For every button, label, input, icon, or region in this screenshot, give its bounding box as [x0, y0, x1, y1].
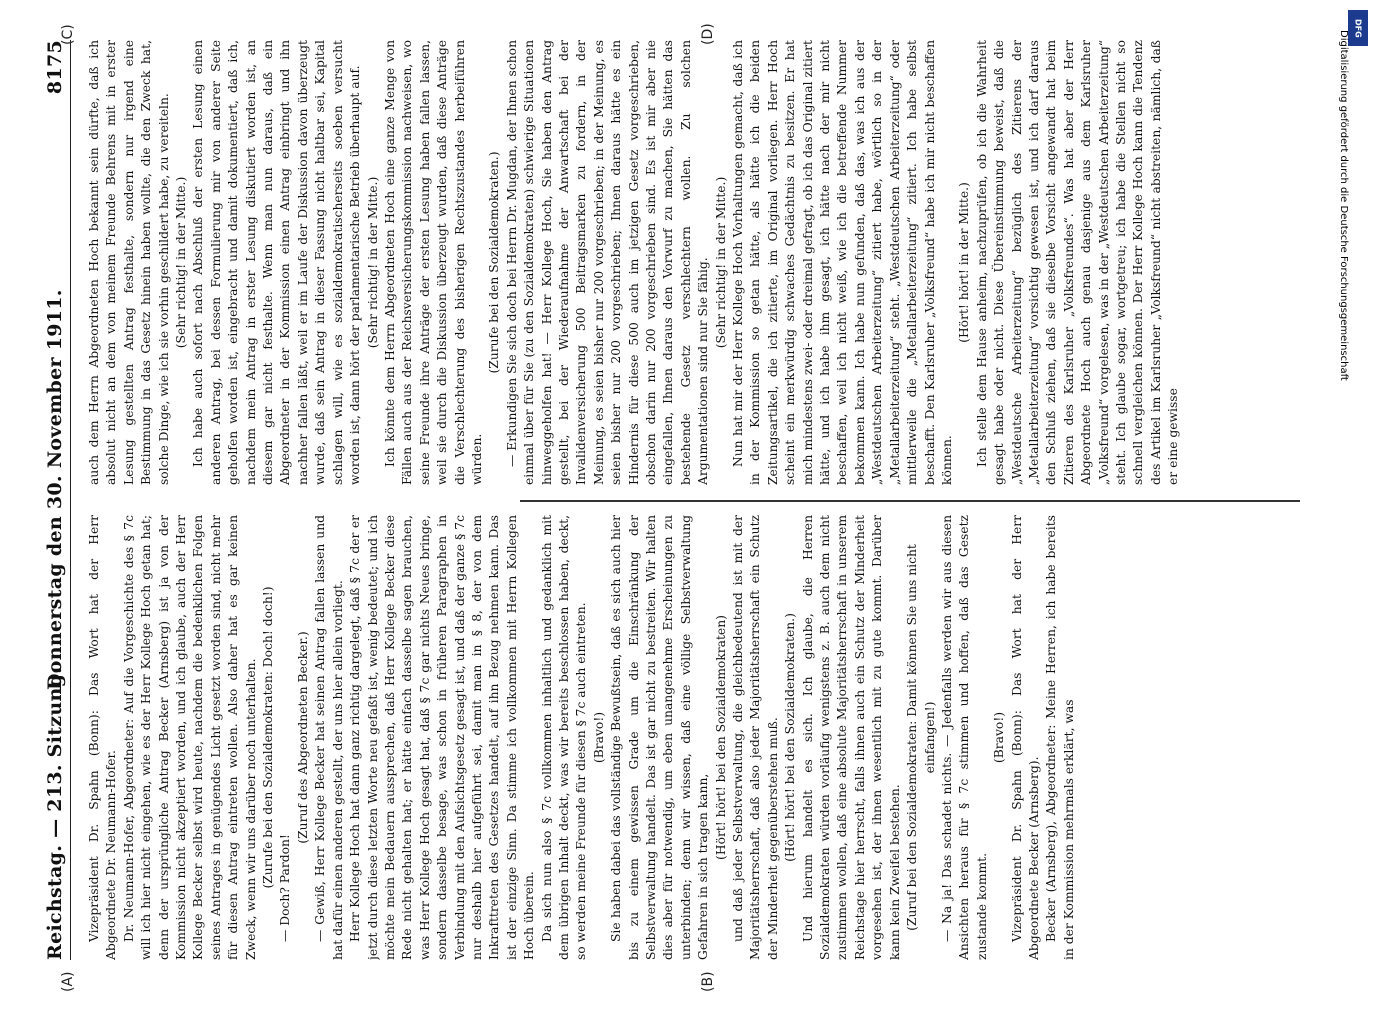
interjection: (Sehr richtig! in der Mitte.) [713, 176, 728, 349]
margin-marker-c: (C) [60, 24, 76, 45]
page-number: 8175 [44, 40, 66, 95]
interjection: (Zuruf bei den Sozialdemokraten: Damit können Sie uns nicht einfangen!) [905, 544, 937, 931]
left-column [86, 515, 1316, 960]
digitization-credit [1338, 10, 1373, 990]
paragraph: Vizepräsident Dr. Spahn (Bonn): Das Wort hat der Herr Abgeordnete Becker (Arnsberg). [1009, 515, 1041, 960]
column-divider [520, 500, 1300, 502]
credit-text: Digitalisierung gefördert durch die Deutsche Forschungsgemeinschaft [1338, 30, 1349, 381]
interjection: (Zurufe bei den Sozialdemokraten: Doch! doch!) [261, 586, 276, 889]
paragraph: Vizepräsident Dr. Spahn (Bonn): Das Wort hat der Herr Abgeordnete Dr. Neumann-Hofer. [87, 515, 119, 960]
paragraph: Dr. Neumann-Hofer, Abgeordneter: Auf die Vorgeschichte des § 7c will ich hier nicht eingehen, wie es der Herr Kollege Hoch getan hat; denn der ursprüngliche Antrag Becker (Arnsberg) ist ja von der Kommission nicht akzeptiert worden, und ich glaube, auch der Herr Kollege Becker selbst wird heute, nachdem die bedenklichen Folgen seines Antrages in genügendes Licht gesetzt worden sind, nicht mehr für diesen Antrag eintreten wollen. Also daher hat es gar keinen Zweck, wenn wir uns darüber noch unterhalten. [121, 515, 258, 960]
paragraph: — Doch? Pardon! [278, 834, 293, 942]
paragraph: Ich könnte dem Herrn Abgeordneten Hoch eine ganze Menge von Fällen auch aus der Reichsversicherungskommission nachweisen, wo seine Freunde ihre Anträge der ersten Lesung haben fallen lassen, weil sie durch die Diskussion überzeugt wurden, daß diese Anträge die Verschlechterung des bisherigen Rechtszustandes herbeiführen würden. [382, 40, 484, 485]
paragraph: und daß jeder Selbstverwaltung, die gleichbedeutend ist mit der Majoritätsherrschaft, daß also jeder Majoritätsherrschaft ein Schutz der Minderheit gegenüberstehen muß. [731, 515, 780, 960]
paragraph: auch dem Herrn Abgeordneten Hoch bekannt sein dürfte, daß ich absolut nicht an dem von meinem Freunde Behrens mit in erster Lesung gestellten Antrag festhalte, sondern nur irgend eine Bestimmung in das Gesetz hinein haben wollte, die den Zweck hat, solche Dinge, wie ich sie vorhin geschildert habe, zu vereiteln. [87, 40, 171, 485]
margin-marker-a: (A) [60, 971, 76, 992]
paragraph: Ich habe auch sofort nach Abschluß der ersten Lesung einen anderen Antrag, bei dessen Formulierung mir von anderer Seite geholfen worden ist, eingebracht und damit dokumentiert, daß ich, nachdem mein Antrag in erster Lesung diskutiert worden ist, an diesem gar nicht festhalte. Wenn man nun daraus, daß ein Abgeordneter in der Kommission einen Antrag einbringt und ihn nachher fallen läßt, weil er im Laufe der Diskussion davon überzeugt wurde, daß sein Antrag in dieser Fassung nicht haltbar sei, Kapital schlagen will, wie es sozialdemokratischerseits soeben versucht worden ist, dann hört der parlamentarische Betrieb überhaupt auf. [191, 40, 363, 485]
interjection: (Sehr richtig! in der Mitte.) [365, 176, 380, 349]
interjection: (Hört! hört! bei den Sozialdemokraten.) [783, 613, 798, 862]
paragraph: Und hierum handelt es sich. Ich glaube, die Herren Sozialdemokraten würden vorläufig wenigstens z. B. auch dem nicht zustimmen wollen, daß eine absolute Majoritätsherrschaft in unserem Reichstage hier herrscht, falls ihnen auch ein Schutz der Minderheit vorgesehen ist, der ihnen wesentlich mit zu gute kommt. Darüber kann kein Zweifel bestehen. [800, 515, 902, 960]
interjection: (Zurufe bei den Sozialdemokraten.) [487, 151, 502, 374]
paragraph: — Gewiß, Herr Kollege Becker hat seinen Antrag fallen lassen und hat dafür einen anderen gestellt, der uns hier allein vorliegt. [313, 515, 345, 960]
page-header [44, 40, 72, 960]
header-date: Donnerstag den 30. November 1911. [44, 289, 66, 690]
interjection: (Hört! hört! in der Mitte.) [957, 182, 972, 343]
paragraph: Ich stelle dem Hause anheim, nachzuprüfen, ob ich die Wahrheit gesagt habe oder nicht. Diese Übereinstimmung beweist, daß die „Westdeutsche Arbeiterzeitung“ bezüglich des Zitierens der „Metallarbeiterzeitung“ vorsichtig gewesen ist, und ich darf daraus den Schluß ziehen, daß sie dieselbe Vorsicht angewandt hat beim Zitieren des Karlsruher „Volksfreundes“. Was hat aber der Herr Abgeordnete Hoch auch genau dasjenige aus dem Karlsruher „Volksfreund“ vorgelesen, was in der „Westdeutschen Arbeiterzeitung“ steht. Ich glaube sogar, wortgetreu; ich habe die Stellen nicht so schnell vergleichen können. Der Herr Kollege Hoch kann die Tendenz des Artikel im Karlsruher „Volksfreund“ nicht abstreiten, nämlich, daß er eine gewisse [974, 40, 1181, 485]
header-left: Reichstag. — 213. Sitzung. [44, 666, 66, 960]
header-rule [70, 40, 71, 960]
interjection: (Sehr richtig! in der Mitte.) [174, 176, 189, 349]
interjection: (Hört! hört! bei den Sozialdemokraten) [713, 615, 728, 860]
interjection: (Zuruf des Abgeordneten Becker.) [295, 631, 310, 844]
paragraph: Sie haben dabei das vollständige Bewußtsein, daß es sich auch hier bis zu einem gewissen Grade um die Einschränkung der Selbstverwaltung handelt. Das ist gar nicht zu bestreiten. Wir halten dies aber für notwendig, um eben unangenehme Erscheinungen zu unterbinden; denn wir wissen, daß eine völlige Selbstverwaltung Gefahren in sich tragen kann, [609, 515, 711, 960]
paragraph: Herr Kollege Hoch hat dann ganz richtig dargelegt, daß § 7c der er jetzt durch diese letzten Worte neu gefaßt ist, wenig bedeutet; und ich möchte mein Bedauern aussprechen, daß Herr Kollege Becker diese Rede nicht gehalten hat; er hätte einfach dasselbe sagen brauchen, was Herr Kollege Hoch gesagt hat, daß § 7c gar nichts Neues bringe, sondern dasselbe besage, was schon in früheren Paragraphen in Verbindung mit den Aufsichtsgesetz gesagt ist, und daß der ganze § 7c nur deshalb hier aufgeführt sei, damit man in § 8, der von dem Inkrafttreten des Gesetzes handelt, auf ihn Bezug nehmen kann. Das ist der einzige Sinn. Da stimme ich vollkommen mit Herrn Kollegen Hoch überein. [348, 515, 537, 960]
right-column [86, 40, 1316, 485]
paragraph: Becker (Arnsberg), Abgeordneter: Meine Herren, ich habe bereits in der Kommission mehrmals erklärt, was [1044, 515, 1076, 960]
paragraph: — Erkundigen Sie sich doch bei Herrn Dr. Mugdan, der Ihnen schon einmal über für Sie (zu den Sozialdemokraten) schwierige Situationen hinweggeholfen hat! — Herr Kollege Hoch, Sie haben den Antrag gestellt, bei der Wiederaufnahme der Anwartschaft bei der Invalidenversicherung 500 Beitragsmarken zu fordern, in der Meinung, es seien bisher nur 200 vorgeschrieben; in der Meinung, es seien bisher nur 200 vorgeschrieben; Ihnen daraus hätte es ein Hindernis für diese 500 auch im jetzigen Gesetz vorgeschrieben, obschon darin nur 200 vorgeschrieben sind. Es ist mir aber nie eingefallen, Ihnen daraus den Vorwurf zu machen, Sie hätten das bestehende Gesetz verschlechtern wollen. Zu solchen Argumentationen sind nur Sie fähig. [504, 40, 711, 485]
margin-marker-d: (D) [700, 23, 716, 45]
dfg-logo: DFG [1348, 10, 1368, 46]
interjection: (Bravo!) [591, 711, 606, 764]
interjection: (Bravo!) [992, 711, 1007, 764]
paragraph: — Na ja! Das schadet nichts. — Jedenfalls werden wir aus diesen Ansichten heraus für § 7c stimmen und hoffen, daß das Gesetz zustande kommt. [939, 515, 989, 960]
paragraph: Da sich nun also § 7c vollkommen inhaltlich und gedanklich mit dem übrigen Inhalt deckt, was wir bereits beschlossen haben, deckt, so werden meine Freunde für diesen § 7c auch eintreten. [539, 515, 589, 960]
margin-marker-b: (B) [700, 971, 716, 992]
paragraph: Nun hat mir der Herr Kollege Hoch Vorhaltungen gemacht, daß ich in der Kommission so getan hätte, als hätte ich die beiden Zeitungsartikel, die ich zitierte, im Original vorliegen. Herr Hoch scheint ein merkwürdig schwaches Gedächtnis zu besitzen. Er hat mich mindestens zwei- oder dreimal gefragt, ob ich das Original zitiert hätte, und ich habe ihm gesagt, ich hätte nach der mir nicht beschaffen, weil ich nicht weiß, wie ich die betreffende Nummer bekommen kann. Ich habe nun gefunden, daß das, was ich aus der „Westdeutschen Arbeiterzeitung“ zitiert habe, wörtlich so in der „Metallarbeiterzeitung“ steht. „Westdeutschen Arbeiterzeitung“ oder mittlerweile die „Metallarbeiterzeitung“ zitiert. Ich habe selbst beschafft. Den Karlsruher „Volksfreund“ habe ich mir nicht beschaffen können. [731, 40, 954, 485]
